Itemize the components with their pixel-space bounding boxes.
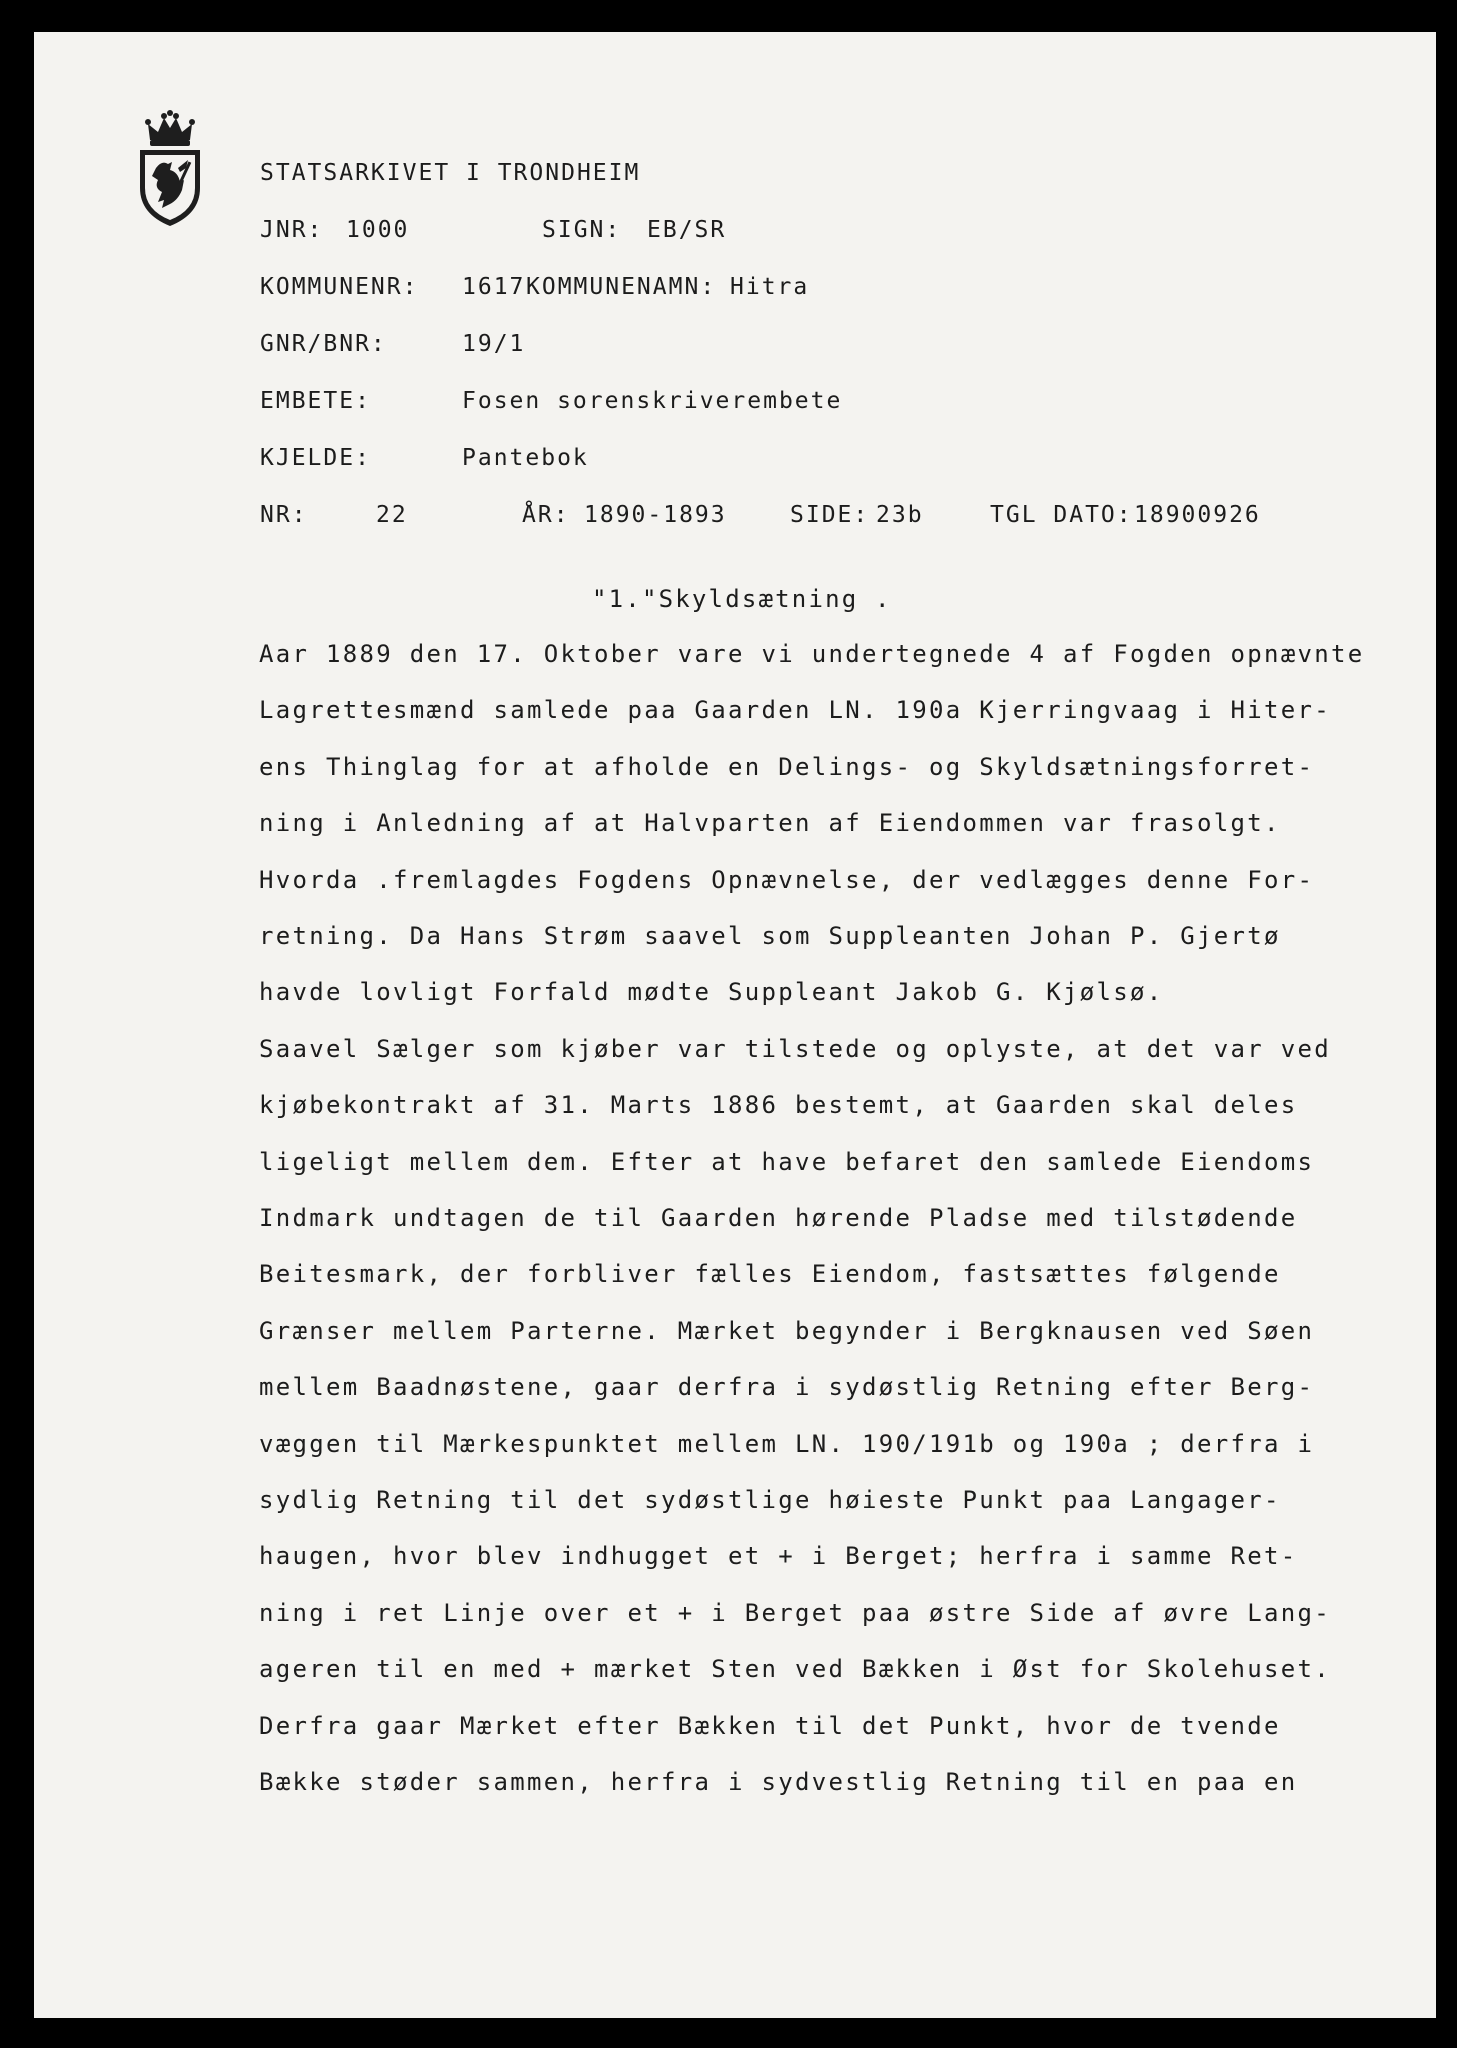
kommunenr-label: KOMMUNENR:	[260, 274, 419, 300]
norwegian-lion-crest-icon	[134, 110, 206, 230]
nr-label: NR:	[260, 502, 308, 528]
kjelde-value: Pantebok	[462, 445, 589, 471]
transcription-line: havde lovligt Forfald mødte Suppleant Jakob G. Kjølsø.	[259, 978, 1164, 1006]
transcription-line: Lagrettesmænd samlede paa Gaarden LN. 190a Kjerringvaag i Hiter-	[259, 696, 1331, 724]
transcription-line: Hvorda .fremlagdes Fogdens Opnævnelse, der vedlægges denne For-	[259, 866, 1315, 894]
kommunenr-value: 1617	[462, 274, 526, 300]
transcription-line: ageren til en med + mærket Sten ved Bækken i Øst for Skolehuset.	[259, 1655, 1331, 1683]
transcription-line: væggen til Mærkespunktet mellem LN. 190/191b og 190a ; derfra i	[259, 1430, 1315, 1458]
transcription-line: ligeligt mellem dem. Efter at have befaret den samlede Eiendoms	[259, 1148, 1315, 1176]
gnrbnr-label: GNR/BNR:	[260, 331, 387, 357]
gnrbnr-value: 19/1	[462, 331, 526, 357]
side-value: 23b	[876, 502, 924, 528]
aar-value: 1890-1893	[584, 502, 727, 528]
side-label: SIDE:	[790, 502, 870, 528]
document-title: "1."Skyldsætning .	[592, 585, 892, 613]
tgl-dato-label: TGL DATO:	[990, 502, 1133, 528]
transcription-line: haugen, hvor blev indhugget et + i Berget; herfra i samme Ret-	[259, 1542, 1298, 1570]
transcription-line: ning i ret Linje over et + i Berget paa østre Side af øvre Lang-	[259, 1599, 1331, 1627]
aar-label: ÅR:	[522, 502, 570, 528]
jnr-label: JNR:	[260, 217, 324, 243]
transcription-line: ning i Anledning af at Halvparten af Eiendommen var frasolgt.	[259, 809, 1281, 837]
transcription-line: Saavel Sælger som kjøber var tilstede og oplyste, at det var ved	[259, 1035, 1331, 1063]
archive-name: STATSARKIVET I TRONDHEIM	[260, 160, 641, 186]
transcription-line: Grænser mellem Parterne. Mærket begynder i Bergknausen ved Søen	[259, 1317, 1315, 1345]
transcription-line: ens Thinglag for at afholde en Delings- og Skyldsætningsforret-	[259, 753, 1315, 781]
transcription-line: Aar 1889 den 17. Oktober vare vi undertegnede 4 af Fogden opnævnte	[259, 640, 1365, 668]
transcription-line: sydlig Retning til det sydøstlige høieste Punkt paa Langager-	[259, 1486, 1281, 1514]
embete-label: EMBETE:	[260, 388, 371, 414]
transcription-line: Indmark undtagen de til Gaarden hørende Pladse med tilstødende	[259, 1204, 1298, 1232]
jnr-value: 1000	[346, 217, 410, 243]
tgl-dato-value: 18900926	[1134, 502, 1261, 528]
document-page	[34, 32, 1436, 2018]
sign-value: EB/SR	[647, 217, 727, 243]
kommunenamn-value: Hitra	[730, 274, 810, 300]
nr-value: 22	[376, 502, 408, 528]
kjelde-label: KJELDE:	[260, 445, 371, 471]
transcription-line: retning. Da Hans Strøm saavel som Suppleanten Johan P. Gjertø	[259, 922, 1281, 950]
transcription-line: Beitesmark, der forbliver fælles Eiendom, fastsættes følgende	[259, 1260, 1281, 1288]
transcription-line: mellem Baadnøstene, gaar derfra i sydøstlig Retning efter Berg-	[259, 1373, 1315, 1401]
sign-label: SIGN:	[542, 217, 622, 243]
embete-value: Fosen sorenskriverembete	[462, 388, 843, 414]
kommunenamn-label: KOMMUNENAMN:	[526, 274, 717, 300]
transcription-line: Derfra gaar Mærket efter Bækken til det Punkt, hvor de tvende	[259, 1712, 1281, 1740]
transcription-line: Bække støder sammen, herfra i sydvestlig Retning til en paa en	[259, 1768, 1298, 1796]
transcription-line: kjøbekontrakt af 31. Marts 1886 bestemt, at Gaarden skal deles	[259, 1091, 1298, 1119]
